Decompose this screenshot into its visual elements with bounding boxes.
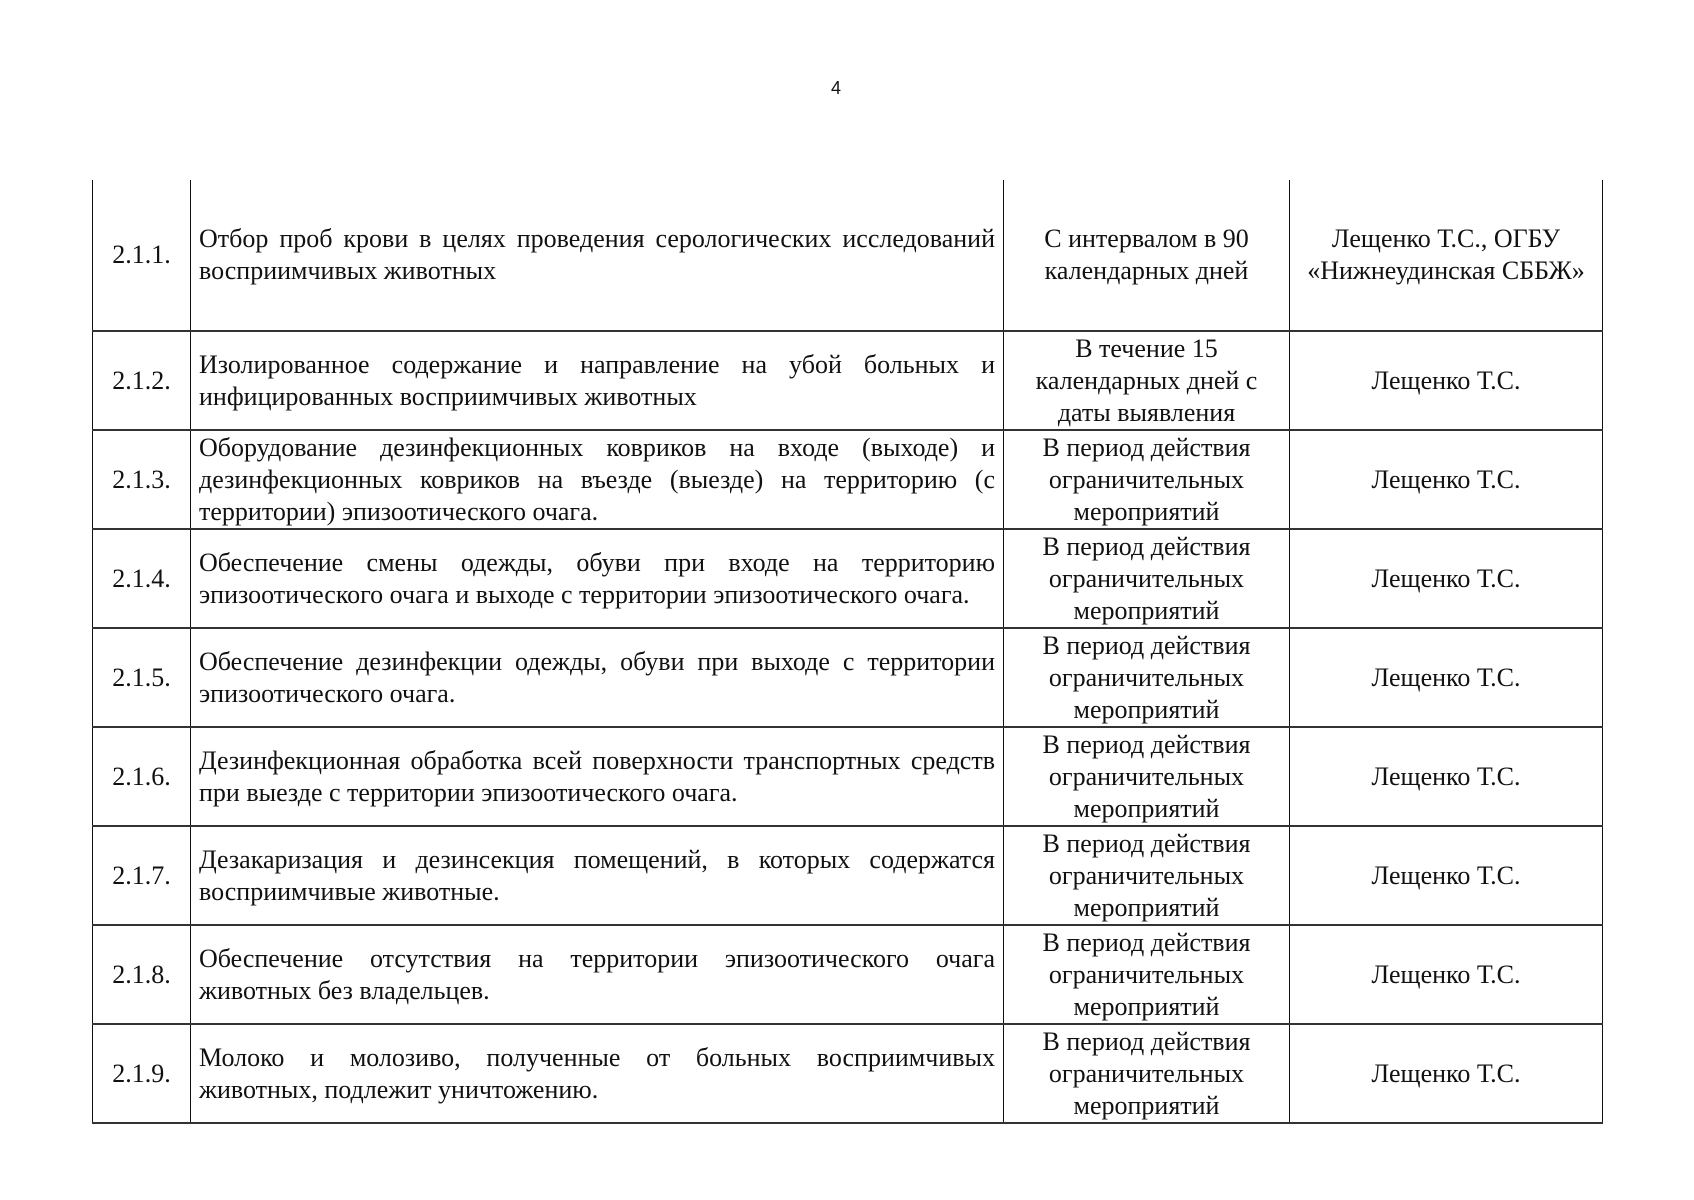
- measure-description: Дезинфекционная обработка всей поверхности транспортных средств при выезде с территории эпизоотического очага.: [191, 727, 1004, 826]
- table-row: [93, 180, 1603, 331]
- measure-deadline: В период действия ограничительных мероприятий: [1004, 430, 1290, 529]
- measure-deadline: В течение 15 календарных дней с даты выявления: [1004, 331, 1290, 430]
- table-row: [93, 826, 1603, 925]
- measure-description: Отбор проб крови в целях проведения серологических исследований восприимчивых животных: [191, 180, 1004, 331]
- measure-description: Обеспечение смены одежды, обуви при входе на территорию эпизоотического очага и выходе с территории эпизоотического очага.: [191, 529, 1004, 628]
- measure-deadline: В период действия ограничительных мероприятий: [1004, 1024, 1290, 1123]
- table-row: [93, 529, 1603, 628]
- measure-description: Обеспечение дезинфекции одежды, обуви при выходе с территории эпизоотического очага.: [191, 628, 1004, 727]
- item-number: 2.1.9.: [93, 1024, 191, 1123]
- measure-description: Дезакаризация и дезинсекция помещений, в которых содержатся восприимчивые животные.: [191, 826, 1004, 925]
- item-number: 2.1.5.: [93, 628, 191, 727]
- measure-responsible: Лещенко Т.С.: [1290, 430, 1603, 529]
- item-number: 2.1.7.: [93, 826, 191, 925]
- measure-responsible: Лещенко Т.С.: [1290, 925, 1603, 1024]
- measure-responsible: Лещенко Т.С.: [1290, 628, 1603, 727]
- item-number: 2.1.6.: [93, 727, 191, 826]
- measures-table: [92, 180, 1603, 1124]
- measure-deadline: В период действия ограничительных мероприятий: [1004, 628, 1290, 727]
- measure-responsible: Лещенко Т.С.: [1290, 826, 1603, 925]
- item-number: 2.1.8.: [93, 925, 191, 1024]
- table-row: [93, 925, 1603, 1024]
- measure-deadline: В период действия ограничительных мероприятий: [1004, 727, 1290, 826]
- page-number-text: 4: [831, 78, 842, 98]
- table-row: [93, 430, 1603, 529]
- item-number: 2.1.1.: [93, 180, 191, 331]
- measure-responsible: Лещенко Т.С., ОГБУ «Нижнеудинская СББЖ»: [1290, 180, 1603, 331]
- measure-deadline: В период действия ограничительных мероприятий: [1004, 826, 1290, 925]
- measure-responsible: Лещенко Т.С.: [1290, 1024, 1603, 1123]
- item-number: 2.1.2.: [93, 331, 191, 430]
- measure-responsible: Лещенко Т.С.: [1290, 529, 1603, 628]
- table-row: [93, 727, 1603, 826]
- measure-description: Изолированное содержание и направление на убой больных и инфицированных восприимчивых животных: [191, 331, 1004, 430]
- table-row: [93, 1024, 1603, 1123]
- item-number: 2.1.3.: [93, 430, 191, 529]
- measure-description: Молоко и молозиво, полученные от больных восприимчивых животных, подлежит уничтожению.: [191, 1024, 1004, 1123]
- measure-deadline: В период действия ограничительных мероприятий: [1004, 925, 1290, 1024]
- measure-description: Обеспечение отсутствия на территории эпизоотического очага животных без владельцев.: [191, 925, 1004, 1024]
- item-number: 2.1.4.: [93, 529, 191, 628]
- table-row: [93, 628, 1603, 727]
- measure-deadline: В период действия ограничительных мероприятий: [1004, 529, 1290, 628]
- table-row: [93, 331, 1603, 430]
- measure-description: Оборудование дезинфекционных ковриков на входе (выходе) и дезинфекционных ковриков на въезде (выезде) на территорию (с территории) эпизоотического очага.: [191, 430, 1004, 529]
- measure-responsible: Лещенко Т.С.: [1290, 331, 1603, 430]
- measure-deadline: С интервалом в 90 календарных дней: [1004, 180, 1290, 331]
- measure-responsible: Лещенко Т.С.: [1290, 727, 1603, 826]
